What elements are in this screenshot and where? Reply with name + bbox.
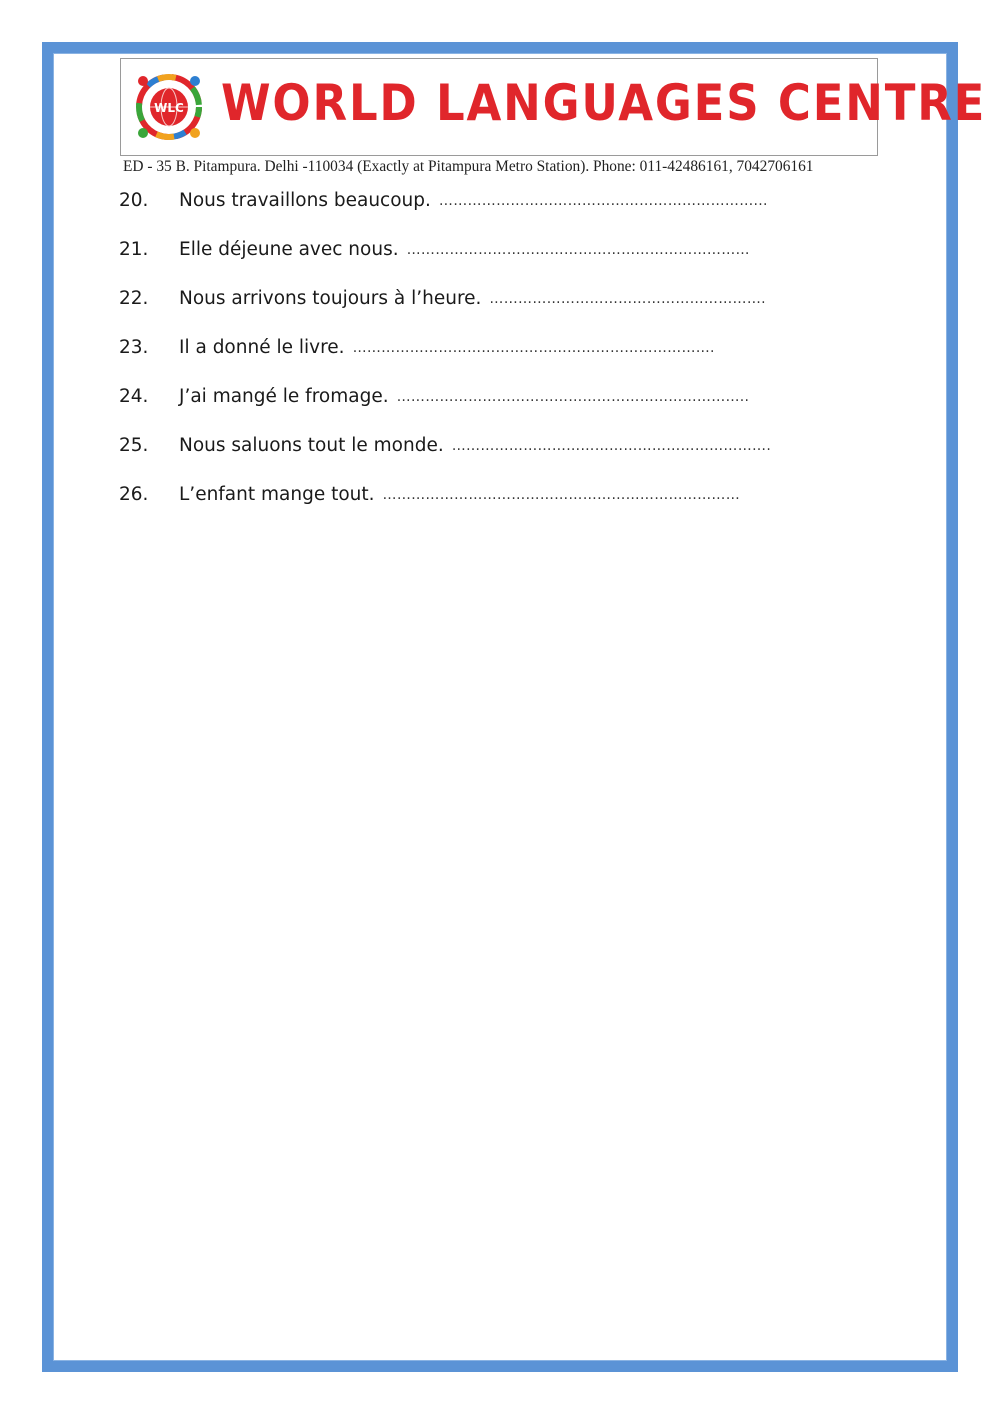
answer-line[interactable]: ……………………………………………………………….. (396, 388, 750, 405)
item-number: 22. (119, 288, 149, 309)
logo-text: WLC (154, 101, 184, 115)
item-sentence: L’enfant mange tout. (179, 484, 375, 505)
item-number: 25. (119, 435, 149, 456)
answer-line[interactable]: …………………………………………………………………. (352, 339, 715, 356)
exercise-item (119, 176, 879, 225)
exercise-item (119, 421, 879, 470)
logo-figure-orange (190, 128, 200, 138)
item-sentence: Nous arrivons toujours à l’heure. (179, 288, 482, 309)
item-sentence: Il a donné le livre. (179, 337, 345, 358)
wlc-logo-icon (129, 67, 209, 147)
item-sentence: Nous travaillons beaucoup. (179, 190, 431, 211)
exercise-list (119, 176, 879, 519)
exercise-item (119, 470, 879, 519)
address-line: ED - 35 B. Pitampura. Delhi -110034 (Exactly at Pitampura Metro Station). Phone: 011-42486161, 7042706161 (123, 158, 814, 175)
item-number: 23. (119, 337, 149, 358)
item-sentence: Elle déjeune avec nous. (179, 239, 399, 260)
brand-title: WORLD LANGUAGES CENTRE (221, 74, 987, 132)
item-sentence: J’ai mangé le fromage. (179, 386, 389, 407)
logo-figure-blue (190, 76, 200, 86)
exercise-item (119, 323, 879, 372)
item-number: 26. (119, 484, 149, 505)
item-number: 21. (119, 239, 149, 260)
exercise-item (119, 372, 879, 421)
logo-figure-red (138, 76, 148, 86)
answer-line[interactable]: ……………………………………………………………… (406, 241, 750, 258)
answer-line[interactable]: …………………………………………………………. (451, 437, 772, 454)
item-sentence: Nous saluons tout le monde. (179, 435, 444, 456)
answer-line[interactable]: …………………………………………………. (489, 290, 766, 307)
header-banner (120, 58, 987, 156)
answer-line[interactable]: …………………………………………………………... (438, 192, 768, 209)
item-number: 20. (119, 190, 149, 211)
logo-figure-green (138, 128, 148, 138)
answer-line[interactable]: ………………………………………………………………… (382, 486, 741, 503)
item-number: 24. (119, 386, 149, 407)
exercise-item (119, 225, 879, 274)
exercise-item (119, 274, 879, 323)
